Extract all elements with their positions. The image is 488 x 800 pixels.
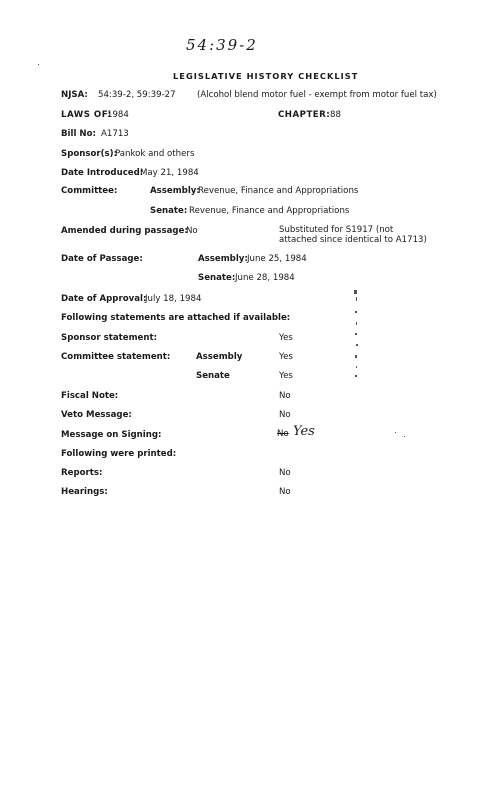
passage-senate-value: June 28, 1984 <box>235 273 295 283</box>
committee-label: Committee: <box>61 186 118 196</box>
njsa-label: NJSA: <box>61 90 88 100</box>
amended-value: No <box>186 226 198 236</box>
passage-senate-label: Senate: <box>198 273 236 283</box>
committee-senate-value: Revenue, Finance and Appropriations <box>189 206 350 216</box>
chapter-value: 88 <box>330 110 341 120</box>
page-title: LEGISLATIVE HISTORY CHECKLIST <box>173 71 359 81</box>
fiscal-note-value: No <box>279 391 291 401</box>
committee-assembly-label: Assembly: <box>150 186 200 196</box>
printed-header: Following were printed: <box>61 449 177 459</box>
committee-statement-assembly-label: Assembly <box>196 352 243 362</box>
chapter-label: CHAPTER: <box>278 110 331 120</box>
passage-assembly-value: June 25, 1984 <box>247 254 307 264</box>
bill-no-value: A1713 <box>101 129 129 139</box>
date-introduced-value: May 21, 1984 <box>140 168 199 178</box>
passage-label: Date of Passage: <box>61 254 143 264</box>
message-signing-label: Message on Signing: <box>61 430 162 440</box>
committee-statement-senate-label: Senate <box>196 371 230 381</box>
committee-senate-label: Senate: <box>150 206 188 216</box>
veto-message-value: No <box>279 410 291 420</box>
amended-label: Amended during passage: <box>61 226 188 236</box>
fiscal-note-label: Fiscal Note: <box>61 391 119 401</box>
amended-note-line1: Substituted for S1917 (not <box>279 225 394 235</box>
committee-statement-assembly-value: Yes <box>279 352 293 362</box>
committee-assembly-value: Revenue, Finance and Appropriations <box>198 186 359 196</box>
message-signing-struck-value: No <box>277 429 289 439</box>
amended-note-line2: attached since identical to A1713) <box>279 235 427 245</box>
approval-value: July 18, 1984 <box>145 294 202 304</box>
approval-label: Date of Approval: <box>61 294 147 304</box>
sponsor-statement-value: Yes <box>279 333 293 343</box>
committee-statement-senate-value: Yes <box>279 371 293 381</box>
passage-assembly-label: Assembly: <box>198 254 248 264</box>
njsa-note: (Alcohol blend motor fuel - exempt from motor fuel tax) <box>197 90 437 100</box>
attached-header: Following statements are attached if available: <box>61 313 291 323</box>
hearings-value: No <box>279 487 291 497</box>
veto-message-label: Veto Message: <box>61 410 132 420</box>
laws-of-label: LAWS OF: <box>61 110 112 120</box>
message-signing-handwritten-value: Yes <box>293 424 315 439</box>
sponsors-label: Sponsor(s): <box>61 149 118 159</box>
handwritten-number: 54:39-2 <box>186 36 258 54</box>
sponsors-value: Pankok and others <box>115 149 195 159</box>
committee-statement-label: Committee statement: <box>61 352 171 362</box>
bill-no-label: Bill No: <box>61 129 96 139</box>
reports-label: Reports: <box>61 468 103 478</box>
njsa-value: 54:39-2, 59:39-27 <box>98 90 176 100</box>
laws-of-value: 1984 <box>107 110 129 120</box>
hearings-label: Hearings: <box>61 487 108 497</box>
date-introduced-label: Date Introduced: <box>61 168 144 178</box>
sponsor-statement-label: Sponsor statement: <box>61 333 158 343</box>
reports-value: No <box>279 468 291 478</box>
